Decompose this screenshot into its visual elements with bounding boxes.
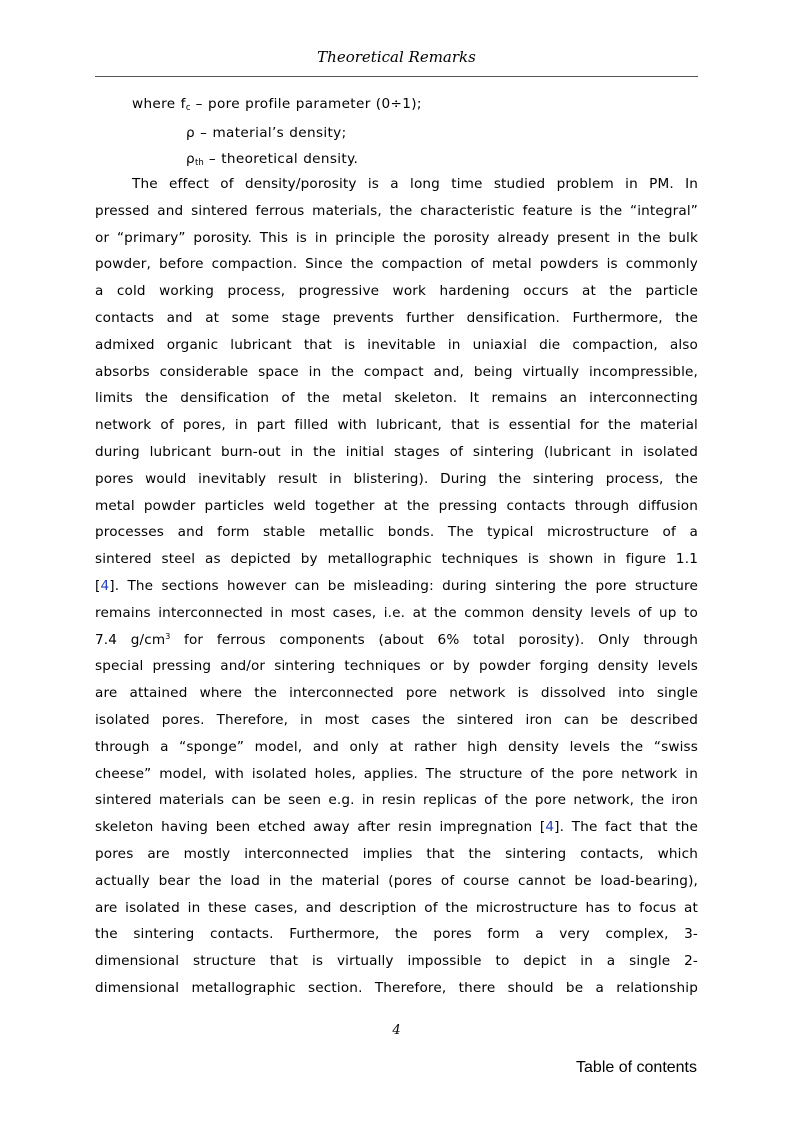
- text-line: the sintering contacts. Furthermore, the pores form a very complex, 3-: [95, 926, 698, 943]
- citation-link[interactable]: 4: [545, 819, 555, 836]
- body-paragraph: [95, 171, 698, 1002]
- definition-rho-th: ρth – theoretical density.: [186, 151, 359, 169]
- text-line: 7.4 $g/cm^3$ for ferrous components (about 6% total porosity). Only through: [95, 631, 698, 648]
- text-line: are isolated in these cases, and description of the microstructure has to focus at: [95, 899, 698, 916]
- text-line: pores are mostly interconnected implies that the sintering contacts, which: [95, 845, 698, 862]
- text-line: skeleton having been etched away after resin impregnation [4]. The fact that the: [95, 819, 698, 836]
- citation-link[interactable]: 4: [100, 577, 110, 594]
- text-line: dimensional structure that is virtually impossible to depict in a single 2-: [95, 953, 698, 970]
- text-line: cheese” model, with isolated holes, applies. The structure of the pore network in: [95, 765, 698, 782]
- text-line: isolated pores. Therefore, in most cases the sintered iron can be described: [95, 711, 698, 728]
- text-line: dimensional metallographic section. Therefore, there should be a relationship: [95, 979, 698, 996]
- running-header-title: Theoretical Remarks: [317, 48, 476, 66]
- text-line: are attained where the interconnected pore network is dissolved into single: [95, 685, 698, 702]
- text-line: powder, before compaction. Since the compaction of metal powders is commonly: [95, 256, 698, 273]
- table-of-contents-link[interactable]: Table of contents: [576, 1059, 697, 1076]
- text-line: contacts and at some stage prevents further densification. Furthermore, the: [95, 309, 698, 326]
- text-line: during lubricant burn-out in the initial stages of sintering (lubricant in isolated: [95, 443, 698, 460]
- text-line: metal powder particles weld together at the pressing contacts through diffusion: [95, 497, 698, 514]
- symbol-definitions: [95, 91, 698, 175]
- text-line: sintered steel as depicted by metallographic techniques is shown in figure 1.1: [95, 551, 698, 568]
- text-line: [4]. The sections however can be misleading: during sintering the pore structure: [95, 577, 698, 594]
- text-line: pores would inevitably result in blistering). During the sintering process, the: [95, 470, 698, 487]
- text-line: sintered materials can be seen e.g. in resin replicas of the pore network, the iron: [95, 792, 698, 809]
- text-line: The effect of density/porosity is a long time studied problem in PM. In: [132, 176, 698, 192]
- text-line: network of pores, in part filled with lubricant, that is essential for the material: [95, 417, 698, 434]
- text-line: special pressing and/or sintering techniques or by powder forging density levels: [95, 658, 698, 675]
- text-line: absorbs considerable space in the compact and, being virtually incompressible,: [95, 363, 698, 380]
- text-line: a cold working process, progressive work hardening occurs at the particle: [95, 283, 698, 300]
- page-number: 4: [392, 1023, 401, 1038]
- text-line: limits the densification of the metal skeleton. It remains an interconnecting: [95, 390, 698, 407]
- header-divider: [95, 76, 698, 77]
- definition-rho: ρ – material’s density;: [186, 124, 347, 141]
- text-line: actually bear the load in the material (pores of course cannot be load-bearing),: [95, 872, 698, 889]
- text-line: processes and form stable metallic bonds. The typical microstructure of a: [95, 524, 698, 541]
- text-line: remains interconnected in most cases, i.e. at the common density levels of up to: [95, 604, 698, 621]
- text-line: or “primary” porosity. This is in principle the porosity already present in the bulk: [95, 229, 698, 246]
- text-line: admixed organic lubricant that is inevitable in uniaxial die compaction, also: [95, 336, 698, 353]
- text-line: through a “sponge” model, and only at rather high density levels the “swiss: [95, 738, 698, 755]
- text-line: pressed and sintered ferrous materials, the characteristic feature is the “integral”: [95, 202, 698, 219]
- definition-fc: where fc – pore profile parameter (0÷1);: [132, 96, 422, 113]
